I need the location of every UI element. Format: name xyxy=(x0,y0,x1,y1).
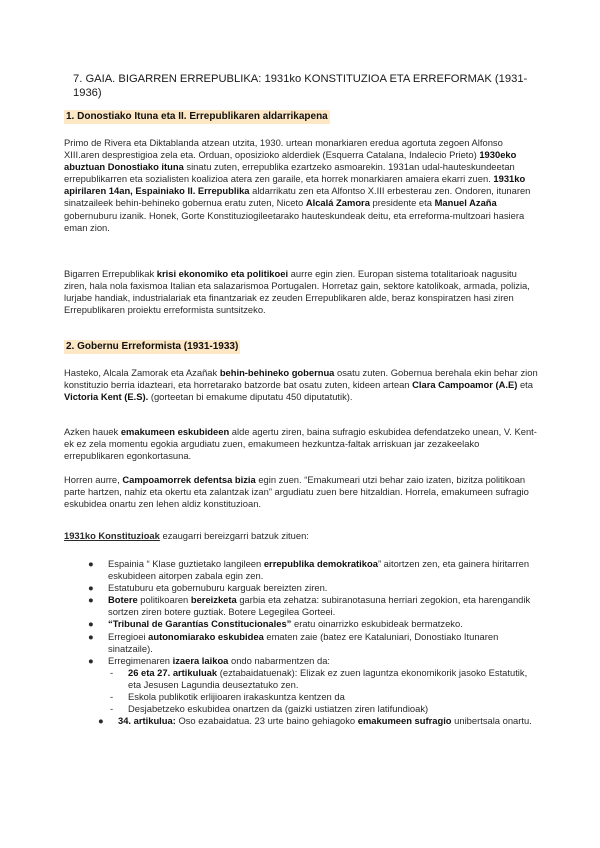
page-title: 7. GAIA. BIGARREN ERREPUBLIKA: 1931ko KONSTITUZIOA ETA ERREFORMAK (1931-1936) xyxy=(73,73,528,99)
sub-list-item xyxy=(88,691,538,703)
list-item xyxy=(88,594,538,618)
bold-text: Clara Campoamor (A.E) xyxy=(412,379,518,391)
bold-text: Manuel Azaña xyxy=(434,197,497,209)
list-item xyxy=(88,558,538,582)
bold-text: autonomiarako eskubidea xyxy=(148,630,264,642)
text-run: eratu oinarrizko eskubideak bermatzeko. xyxy=(291,618,463,630)
list-item xyxy=(88,618,538,630)
list-item xyxy=(88,631,538,655)
text-run: Erregioei xyxy=(108,630,149,642)
text-run: Erregimenaren xyxy=(108,654,173,666)
bold-text: 34. artikulua: xyxy=(118,715,176,727)
bullet-icon: ● xyxy=(88,558,94,569)
text-run: egin zuen. “Emakumeari utzi behar zaio izaten, bizitza politikoan parte hartzen, nahiz eta okertu eta zalantzak izan” argudiatu zuen bere hitzaldian. Horrela, emakumeen sufragio eskubidea onartu zen lehen aldiz konstituzioan. xyxy=(64,474,529,510)
bold-text: izaera laikoa xyxy=(172,654,229,666)
text-run: aurre egin zien. Europan sistema totalitarioak nagusitu ziren, hala nola faxismoa Italian eta salazarismoa Portugalen. Horretaz gain, sektore katolikoak, armada, polizia, lurjabe handiak, industrialariak eta finantzariak ez zeuden Errepublikaren alde, beraz konspiratzen hasi ziren Errepublikaren proiektu erreformista suntsitzeko. xyxy=(64,268,530,316)
bullet-icon: ● xyxy=(88,630,94,642)
paragraph-s2-p2 xyxy=(64,426,538,462)
bold-text: 1930eko abuztuan Donostiako ituna xyxy=(64,149,517,173)
sub-list-item xyxy=(88,703,538,715)
list-item xyxy=(88,582,538,594)
text-run: Bigarren Errepublikak xyxy=(64,268,157,279)
dash-icon: - xyxy=(110,703,114,715)
bullet-icon: ● xyxy=(88,654,94,666)
bold-text: Campoamorrek defentsa bizia xyxy=(122,474,256,485)
text-run: ondo nabarmentzen da: xyxy=(228,654,331,666)
paragraph-s2-p1 xyxy=(64,367,538,403)
constitution-title: 1931ko Konstituzioak xyxy=(64,530,160,541)
text-run: Oso ezabaidatua. 23 urte baino gehiagoko xyxy=(175,715,358,727)
text-run: Eskola publikotik erlijioaren irakaskuntza kentzen da xyxy=(128,691,345,703)
dash-icon: - xyxy=(110,691,114,703)
text-run: aldarrikatu zen eta Alfontso X.III erbesterau zen. Ondoren, itunaren sinatzaileek behin-behineko gobernua eratu zuten, Niceto xyxy=(64,185,531,209)
bullet-icon: ● xyxy=(98,715,104,727)
text-run: Desjabetzeko eskubidea onartzen da (gaizki ustiatzen ziren latifundioak) xyxy=(128,703,429,715)
text-run: (gorteetan bi emakume diputatu 450 diputatutik). xyxy=(148,391,353,403)
text-run: presidente eta xyxy=(369,197,435,209)
text-run: osatu zuten. Gobernua berehala ekin behar zion konstituzio berria idazteari, eta horretarako batzorde bat osatu zuten, kideen artean xyxy=(64,367,538,391)
text-run: garbia eta zehatza: subiranotasuna herriari zegokion, eta harengandik sortzen ziren botere guztiak. Botere Legegilea Gorteei. xyxy=(108,594,531,618)
list-item xyxy=(98,715,538,727)
text-run: sinatu zuten, errepublika ezartzeko asmoarekin. 1931an udal-hauteskundeetan errepublikarren eta sozialisten koalizioa atera zen garaile, eta horrek monarkiaren amaiera ekarri zuen. xyxy=(64,161,515,185)
bold-text: krisi ekonomiko eta politikoei xyxy=(156,268,289,279)
bold-text: Alcalá Zamora xyxy=(305,197,370,209)
text-run: (eztabaidatuenak): Elizak ez zuen laguntza ekonomikorik jasoko Estatutik, eta Jesusen Lagundia deuseztatuko zen. xyxy=(128,666,528,690)
text-run: eta xyxy=(517,379,533,391)
feature-list xyxy=(88,558,538,727)
bold-text: bereizketa xyxy=(190,594,237,606)
list-item xyxy=(88,655,538,667)
text-run: Primo de Rivera eta Diktablanda atzean utzita, 1930. urtean monarkiaren eredua agortuta zegoen Alfonso XIII.aren desprestigioa zela eta. Orduan, oposizioko alderdiek (Esquerra Catalana, Indalecio Prieto) xyxy=(64,137,503,161)
text-run: ematen zaie (batez ere Kataluniari, Donostiako Itunaren sinatzaile). xyxy=(108,630,499,654)
bold-text: Botere xyxy=(108,594,138,606)
paragraph-s1-p1 xyxy=(64,137,538,234)
text-run: unibertsala onartu. xyxy=(451,715,532,727)
dash-icon: - xyxy=(110,666,114,678)
text-run: gobernuburu izanik. Honek, Gorte Konstituziogileetarako hauteskundeak deitu, eta erreforma-multzoari hasiera eman zion. xyxy=(64,209,525,233)
bullet-icon: ● xyxy=(88,582,94,594)
bold-text: behin-behineko gobernua xyxy=(219,367,335,378)
constitution-intro-text: ezaugarri bereizgarri batzuk zituen: xyxy=(159,530,309,541)
text-run: Estatuburu eta gobernuburu karguak bereizten ziren. xyxy=(108,582,328,594)
paragraph-s1-p2 xyxy=(64,268,538,316)
bullet-icon: ● xyxy=(88,594,94,606)
bold-text: errepublika demokratikoa xyxy=(263,558,378,569)
text-run: ” aitortzen zen, eta gainera hiritarren eskubideen aitorpen zabala egin zen. xyxy=(108,558,530,582)
text-run: Horren aurre, xyxy=(64,474,123,485)
bullet-icon: ● xyxy=(88,618,94,630)
bold-text: Victoria Kent (E.S). xyxy=(64,391,149,403)
bold-text: 26 eta 27. artikuluak xyxy=(128,666,218,678)
section-heading-1: 1. Donostiako Ituna eta II. Errepublikaren aldarrikapena xyxy=(66,111,328,122)
section-heading-2: 2. Gobernu Erreformista (1931-1933) xyxy=(66,341,239,352)
text-run: politikoaren xyxy=(137,594,191,606)
paragraph-s2-p3 xyxy=(64,474,538,510)
sub-list-item xyxy=(88,667,538,691)
text-run: Espainia “ Klase guztietako langileen xyxy=(108,558,264,569)
bold-text: “Tribunal de Garantías Constitucionales” xyxy=(108,618,292,630)
bold-text: 1931ko apirilaren 14an, Espainiako II. Errepublika xyxy=(64,173,526,197)
text-run: alde agertu ziren, baina sufragio eskubidea defendatzeko unean, V. Kent-ek ez zela momentu egokia argudiatu zuen, emakumeen hezkuntza-faltak arriskuan jar zezakeelako errepublikaren egonkortasuna. xyxy=(64,426,537,462)
bold-text: emakumeen sufragio xyxy=(357,715,452,727)
bold-text: emakumeen eskubideen xyxy=(120,426,230,437)
paragraph-constitution-intro xyxy=(64,530,538,542)
text-run: Hasteko, Alcala Zamorak eta Azañak xyxy=(64,367,220,378)
text-run: Azken hauek xyxy=(64,426,121,437)
